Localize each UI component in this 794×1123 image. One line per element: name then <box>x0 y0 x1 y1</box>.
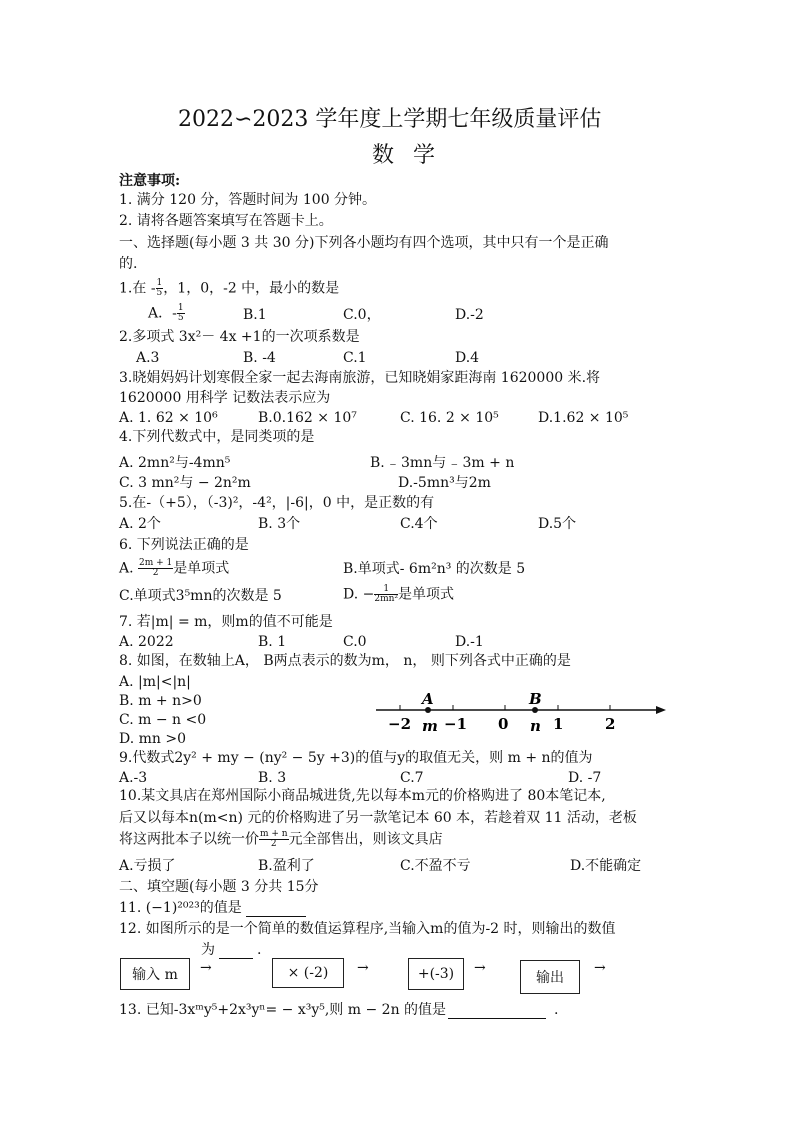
note-item: 2. 请将各题答案填写在答题卡上。 <box>119 213 333 229</box>
flow-box-multiply: × (-2) <box>272 958 344 988</box>
question-8-stem: 8. 如图，在数轴上A， B两点表示的数为m， n， 则下列各式中正确的是 <box>119 653 571 669</box>
answer-blank <box>246 902 306 917</box>
question-1-stem: 1.在 - $\frac{1}{5}$ ，1，0，-2 中，最小的数是 <box>119 278 340 298</box>
flow-box-add: +(-3) <box>408 958 464 990</box>
question-5-option-b: B. 3个 <box>258 516 301 532</box>
question-4-option-d: D.-5mn³与2m <box>398 475 491 491</box>
question-10-option-a: A.亏损了 <box>119 858 176 874</box>
number-line-figure <box>370 686 670 736</box>
question-3-stem-cont: 1620000 用科学 记数法表示应为 <box>119 390 331 406</box>
section-heading-cont: 的. <box>119 256 138 272</box>
question-6-option-c: C.单项式3⁵mn的次数是 5 <box>119 588 282 604</box>
question-9-option-a: A.-3 <box>119 770 148 786</box>
question-8-option-a: A. |m|<|n| <box>119 674 191 690</box>
question-7-stem: 7. 若|m| = m，则m的值不可能是 <box>119 614 333 630</box>
question-8-option-b: B. m + n>0 <box>119 693 202 709</box>
flow-arrow-icon: → <box>594 960 606 976</box>
question-10-stem-cont: 将这两批本子以统一价 $\frac{m + n}{2}$ 元全部售出，则该文具店 <box>119 829 443 849</box>
question-9-option-b: B. 3 <box>258 770 287 786</box>
flow-arrow-icon: → <box>200 960 212 976</box>
question-12-stem-cont: 为 . <box>201 942 262 958</box>
subject-title: 数 学 <box>372 143 441 168</box>
question-2-stem: 2.多项式 3x²－ 4x +1的一次项系数是 <box>119 329 360 345</box>
question-2-option-c: C.1 <box>343 350 367 366</box>
number-line-arrow-icon <box>656 706 666 714</box>
note-item: 1. 满分 120 分，答题时间为 100 分钟。 <box>119 192 377 208</box>
question-6-option-d: D. − $\frac{1}{\text{2mn²}}$ 是单项式 <box>343 584 455 604</box>
notes-heading: 注意事项: <box>119 173 181 189</box>
page-title: 2022∽2023 学年度上学期七年级质量评估 <box>178 107 602 132</box>
tick-label: 0 <box>498 715 509 733</box>
flow-box-output: 输出 <box>520 960 580 994</box>
question-6-option-b: B.单项式- 6m²n³ 的次数是 5 <box>343 561 526 577</box>
question-5-option-c: C.4个 <box>400 516 438 532</box>
point-a-label: A <box>422 690 434 708</box>
question-1-option-d: D.-2 <box>455 307 484 323</box>
question-12-stem: 12. 如图所示的是一个简单的数值运算程序,当输入m的值为-2 时，则输出的数值 <box>119 921 616 937</box>
question-7-option-a: A. 2022 <box>119 634 174 650</box>
question-10-stem: 10.某文具店在郑州国际小商品城进货,先以每本m元的价格购进了 80本笔记本, <box>119 788 606 804</box>
question-6-stem: 6. 下列说法正确的是 <box>119 537 249 553</box>
question-2-option-b: B. -4 <box>243 350 276 366</box>
question-3-option-d: D.1.62 × 10⁵ <box>538 410 629 426</box>
question-7-option-d: D.-1 <box>455 634 484 650</box>
tick-label: −2 <box>388 715 412 733</box>
question-8-option-c: C. m − n <0 <box>119 712 207 728</box>
point-b-var: n <box>530 717 541 735</box>
flow-arrow-icon: → <box>474 960 486 976</box>
question-3-option-b: B.0.162 × 10⁷ <box>258 410 357 426</box>
question-4-option-c: C. 3 mn²与 − 2n²m <box>119 475 251 491</box>
section-heading: 二、填空题(每小题 3 分共 15分 <box>119 879 319 895</box>
question-10-option-d: D.不能确定 <box>570 858 642 874</box>
tick-label: 1 <box>553 715 564 733</box>
question-3-option-c: C. 16. 2 × 10⁵ <box>400 410 499 426</box>
question-8-option-d: D. mn >0 <box>119 731 187 747</box>
question-4-option-b: B. ₋ 3mn与 ₋ 3m + n <box>370 455 515 471</box>
point-a-var: m <box>422 717 438 735</box>
question-4-option-a: A. 2mn²与-4mn⁵ <box>119 455 231 471</box>
question-1-option-c: C.0， <box>343 307 381 323</box>
question-9-option-c: C.7 <box>400 770 424 786</box>
question-2-option-d: D.4 <box>455 350 480 366</box>
question-10-stem-cont: 后又以每本n(m<n) 元的价格购进了另一款笔记本 60 本，若趁着双 11 活动，老板 <box>119 810 637 826</box>
answer-blank <box>448 1004 546 1019</box>
tick-label: −1 <box>444 715 468 733</box>
question-7-option-b: B. 1 <box>258 634 287 650</box>
question-4-stem: 4.下列代数式中，是同类项的是 <box>119 429 315 445</box>
question-13-stem: 13. 已知-3xᵐy⁵+2x³yⁿ= − x³y⁵,则 m − 2n 的值是 . <box>119 1002 559 1018</box>
question-9-option-d: D. -7 <box>568 770 602 786</box>
question-2-option-a: A.3 <box>136 350 160 366</box>
tick-label: 2 <box>605 715 616 733</box>
question-3-option-a: A. 1. 62 × 10⁶ <box>119 410 218 426</box>
flow-box-input: 输入 m <box>120 958 190 990</box>
question-9-stem: 9.代数式2y² + my − (ny² − 5y +3)的值与y的取值无关，则 m + n的值为 <box>119 750 593 766</box>
section-heading: 一、选择题(每小题 3 共 30 分)下列各小题均有四个选项，其中只有一个是正确 <box>119 235 609 251</box>
question-6-option-a: A. $\frac{2m + 1}{2}$ 是单项式 <box>119 558 230 578</box>
question-10-option-c: C.不盈不亏 <box>400 858 471 874</box>
flow-arrow-icon: → <box>357 960 369 976</box>
question-5-stem: 5.在-（+5），（-3)²，-4²，|-6|，0 中，是正数的有 <box>119 495 435 511</box>
question-11-stem: 11. (−1)²⁰²³的值是 <box>119 899 306 917</box>
point-b-label: B <box>529 690 542 708</box>
question-3-stem: 3.晓娟妈妈计划寒假全家一起去海南旅游，已知晓娟家距海南 1620000 米.将 <box>119 370 601 386</box>
question-1-option-a: A．- $\frac{1}{5}$ <box>148 303 184 323</box>
question-7-option-c: C.0 <box>343 634 367 650</box>
question-5-option-a: A. 2个 <box>119 516 161 532</box>
answer-blank <box>219 944 253 959</box>
question-10-option-b: B.盈利了 <box>258 858 315 874</box>
question-5-option-d: D.5个 <box>538 516 577 532</box>
question-1-option-b: B.1 <box>243 307 267 323</box>
